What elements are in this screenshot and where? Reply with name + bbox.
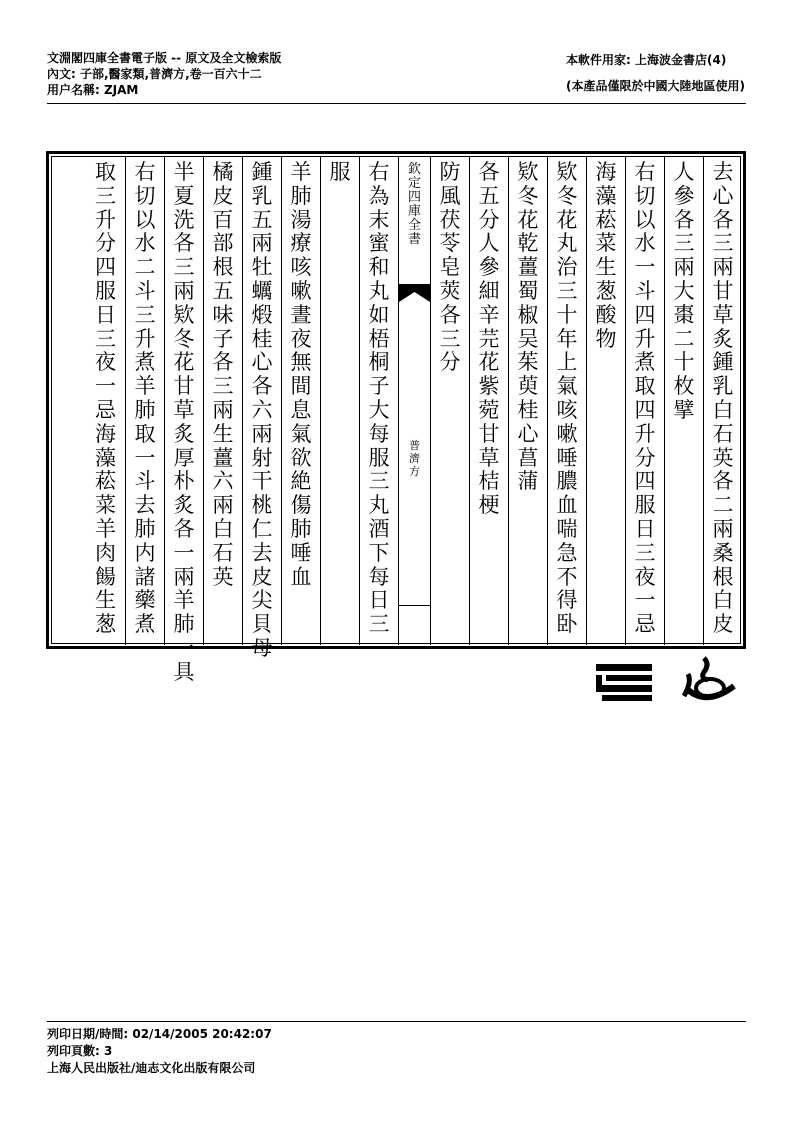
text-column (281, 157, 320, 645)
text-column (586, 157, 625, 645)
column-text: 右切以水二斗三升煮羊肺取一斗去肺内諸藥煮 (134, 160, 156, 637)
column-text: 欵冬花丸治三十年上氣咳嗽唾膿血喘急不得卧 (556, 160, 578, 637)
footer-print-datetime: 列印日期/時間: 02/14/2005 20:42:07 (47, 1027, 272, 1041)
column-text: 羊肺湯療咳嗽晝夜無間息氣欲絶傷肺唾血 (290, 160, 312, 589)
fold-book-title: 欽定四庫全書 (407, 162, 421, 247)
text-column (242, 157, 281, 660)
page-frame (46, 151, 746, 684)
fold-section-title: 普濟方 (409, 439, 420, 478)
center-fold-column (398, 157, 430, 645)
text-columns (51, 156, 741, 684)
column-text: 去心各三兩甘草炙鍾乳白石英各二兩桑根白皮 (712, 160, 734, 637)
text-column (625, 157, 664, 645)
column-text: 海藻菘菜生葱酸物 (595, 160, 617, 351)
header-line-region: (本產品僅限於中國大陸地區使用) (566, 79, 745, 93)
text-column (203, 157, 242, 645)
header-line-licensee: 本軟件用家: 上海波金書店(4) (566, 53, 727, 67)
header-line-content: 內文: 子部,醫家類,普濟方,卷一百六十二 (47, 67, 262, 81)
text-column (508, 157, 547, 645)
column-text: 右切以水一斗四升煮取四升分四服日三夜一忌 (634, 160, 656, 637)
column-text: 右為末蜜和丸如梧桐子大每服三丸酒下每日三 (368, 160, 390, 637)
column-text: 服 (329, 160, 351, 184)
header-line-title: 文淵閣四庫全書電子版 -- 原文及全文檢索版 (47, 51, 282, 65)
library-seal-image (592, 656, 744, 708)
header-left (47, 50, 281, 98)
text-column (469, 157, 508, 645)
footer (47, 1026, 272, 1077)
header-divider (47, 103, 746, 104)
column-text: 半夏洗各三兩欵冬花甘草炙厚朴炙各一兩羊肺一具 (173, 160, 195, 684)
column-text: 欵冬花乾薑蜀椒吴茱萸桂心菖蒲 (517, 160, 539, 494)
column-text: 鍾乳五兩牡蠣煅桂心各六兩射干桃仁去皮尖貝母 (251, 160, 273, 660)
column-text: 橘皮百部根五味子各三兩生薑六兩白石英 (212, 160, 234, 589)
text-column (125, 157, 164, 645)
text-column (359, 157, 398, 645)
text-column (320, 157, 359, 645)
text-column (547, 157, 586, 645)
text-column (86, 157, 125, 645)
column-text: 各五分人參細辛芫花紫菀甘草桔梗 (478, 160, 500, 518)
header-line-user: 用户名稱: ZJAM (47, 83, 139, 97)
header-right (566, 52, 745, 94)
column-text: 人參各三兩大棗二十枚擘 (673, 160, 695, 422)
footer-page-count: 列印頁數: 3 (47, 1044, 113, 1058)
text-column (664, 157, 703, 645)
footer-divider (47, 1021, 746, 1022)
text-column (164, 157, 203, 684)
text-column (703, 157, 742, 645)
footer-publisher: 上海人民出版社/迪志文化出版有限公司 (47, 1061, 256, 1075)
fold-rule (399, 605, 430, 606)
fold-marker-icon (399, 284, 430, 304)
column-text: 取三升分四服日三夜一忌海藻菘菜羊肉餳生葱 (95, 160, 116, 637)
text-column (430, 157, 469, 645)
column-text: 防風茯苓皂莢各三分 (439, 160, 461, 375)
